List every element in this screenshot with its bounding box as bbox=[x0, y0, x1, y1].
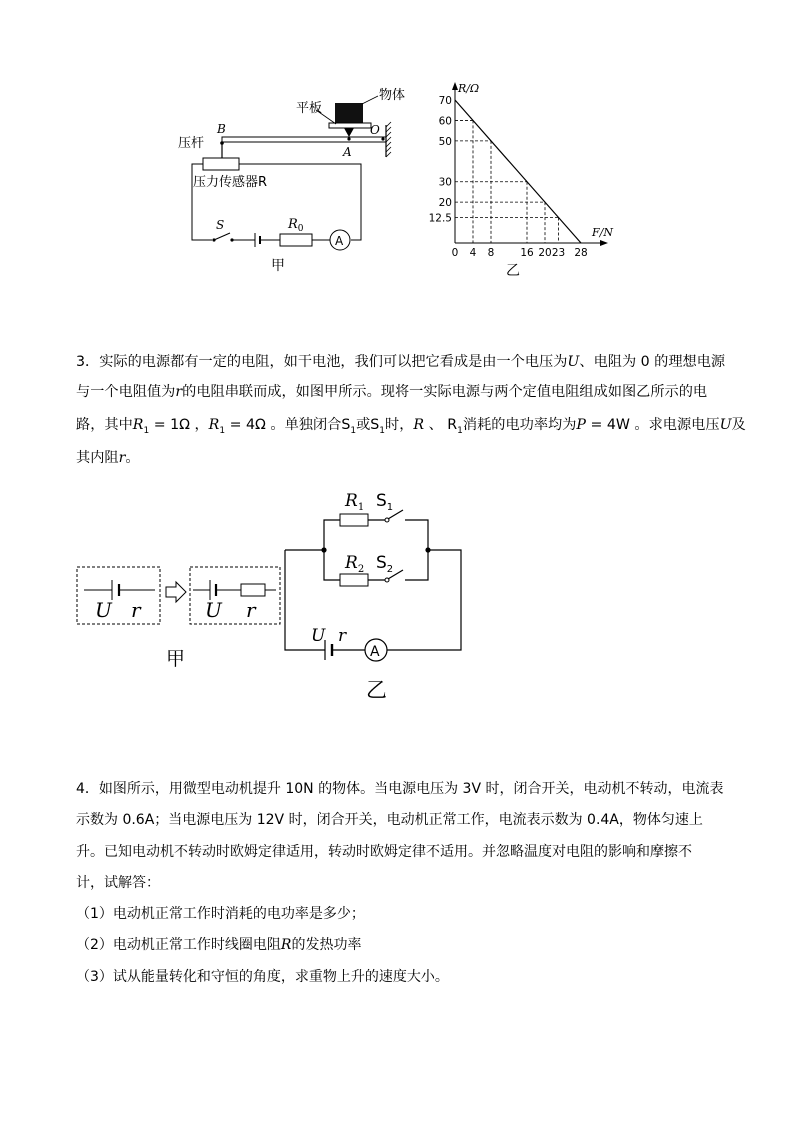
label-battery-u: U bbox=[311, 626, 326, 646]
label-s2: $S_2$ bbox=[376, 553, 394, 575]
box1-r: r bbox=[131, 598, 141, 622]
question-3 bbox=[76, 352, 746, 472]
q3-var: R bbox=[132, 417, 144, 433]
q3-var: r bbox=[175, 384, 183, 400]
caption-jia-2: 甲 bbox=[166, 648, 186, 670]
x-tick-1: 4 bbox=[469, 247, 477, 259]
q3-sub: 1 bbox=[457, 425, 463, 436]
q3-line-2 bbox=[76, 382, 707, 402]
q3-text: 路，其中 bbox=[76, 417, 133, 433]
caption-jia-1: 甲 bbox=[271, 258, 285, 274]
q3-sub: 1 bbox=[143, 425, 150, 436]
label-object: 物体 bbox=[379, 88, 406, 103]
q3-text: 、 R bbox=[424, 417, 458, 433]
y-tick-2: 50 bbox=[438, 135, 452, 148]
q3-text: 。 bbox=[125, 450, 140, 466]
box1-u: U bbox=[95, 598, 112, 622]
label-a: A bbox=[343, 145, 352, 159]
caption-yi-2: 乙 bbox=[366, 678, 387, 702]
x-tick-4: 20 bbox=[538, 247, 552, 259]
q4-sub2-var: R bbox=[280, 937, 292, 953]
q4-line-4: 计，试解答： bbox=[76, 875, 160, 891]
label-switch-s: S bbox=[216, 218, 225, 232]
resistor-r2 bbox=[340, 574, 368, 586]
label-rod: 压杆 bbox=[178, 136, 205, 151]
q4-sub2-text: （2）电动机正常工作时线圈电阻 bbox=[76, 937, 281, 953]
label-o: O bbox=[370, 123, 380, 137]
q3-text: = 4Ω 。单独闭合S bbox=[225, 417, 351, 433]
question-4 bbox=[76, 779, 724, 989]
x-tick-2: 8 bbox=[487, 247, 495, 259]
q3-text: 时， bbox=[385, 417, 414, 433]
q3-text: 与一个电阻值为 bbox=[76, 384, 176, 400]
y-axis-label: R/Ω bbox=[458, 82, 480, 95]
q3-text: = 1Ω ， bbox=[149, 417, 209, 433]
q3-sub: 1 bbox=[219, 425, 226, 436]
q3-var: R bbox=[208, 417, 220, 433]
label-s1: $S_1$ bbox=[376, 491, 394, 513]
caption-yi-1: 乙 bbox=[506, 263, 520, 279]
q3-text: 3．实际的电源都有一定的电阻，如干电池，我们可以把它看成是由一个电压为 bbox=[76, 354, 568, 370]
q4-sub-2 bbox=[76, 935, 361, 955]
q3-text: 、电阻为 0 的理想电源 bbox=[579, 354, 726, 370]
ammeter-1-label: A bbox=[335, 234, 344, 248]
transform-arrow bbox=[166, 582, 186, 602]
q3-text: 消耗的电功率均为 bbox=[462, 417, 577, 433]
label-r0: $R_0$ bbox=[288, 217, 304, 234]
label-sensor: 压力传感器R bbox=[193, 175, 268, 190]
label-plate: 平板 bbox=[296, 101, 323, 116]
q3-sub: 1 bbox=[379, 425, 385, 436]
q3-sub: 1 bbox=[350, 425, 357, 436]
label-battery-r: r bbox=[338, 626, 347, 646]
y-tick-5: 12.5 bbox=[428, 212, 452, 225]
y-tick-3: 30 bbox=[438, 176, 452, 189]
dashed-box-2 bbox=[190, 567, 280, 624]
q3-text: 其内阻 bbox=[76, 450, 119, 466]
y-tick-0: 70 bbox=[438, 95, 452, 107]
x-tick-6: 28 bbox=[574, 247, 588, 259]
q3-line-1 bbox=[76, 352, 725, 372]
label-r1: $R_1$ bbox=[345, 491, 365, 513]
q3-var: P bbox=[576, 417, 586, 433]
series-line-0 bbox=[455, 100, 581, 243]
q3-var: U bbox=[567, 354, 580, 370]
q4-line-3: 升。已知电动机不转动时欧姆定律适用，转动时欧姆定律不适用。并忽略温度对电阻的影响和摩擦不 bbox=[76, 844, 692, 860]
label-r2: $R_2$ bbox=[345, 553, 365, 575]
q3-text: 或S bbox=[356, 417, 380, 433]
q4-line-1: 4．如图所示，用微型电动机提升 10N 的物体。当电源电压为 3V 时，闭合开关，电动机不转动，电流表 bbox=[76, 781, 724, 797]
box2-u: U bbox=[205, 598, 222, 622]
q3-text: = 4W 。求电源电压 bbox=[585, 417, 720, 433]
y-tick-4: 20 bbox=[438, 197, 452, 210]
y-tick-1: 60 bbox=[438, 115, 452, 128]
resistor-r1 bbox=[340, 514, 368, 526]
q3-var: U bbox=[719, 417, 732, 433]
q4-sub-3: （3）试从能量转化和守恒的角度，求重物上升的速度大小。 bbox=[76, 969, 449, 985]
label-b: B bbox=[217, 122, 226, 136]
q4-line-2: 示数为 0.6A；当电源电压为 12V 时，闭合开关，电动机正常工作，电流表示数为 0.4A，物体匀速上 bbox=[76, 812, 703, 828]
figure-2-circuit bbox=[0, 485, 794, 705]
ammeter-2-label: A bbox=[370, 644, 380, 660]
q3-line-3 bbox=[76, 415, 746, 441]
q3-line-4 bbox=[76, 448, 140, 468]
x-tick-3: 16 bbox=[520, 247, 534, 259]
x-axis-label: F/N bbox=[592, 226, 613, 239]
x-tick-0: 0 bbox=[451, 247, 459, 259]
q3-var: R bbox=[413, 417, 425, 433]
q4-sub2-text: 的发热功率 bbox=[291, 937, 362, 953]
x-tick-5: 23 bbox=[551, 247, 566, 259]
box2-r: r bbox=[246, 598, 256, 622]
q3-var: r bbox=[118, 450, 126, 466]
q3-text: 的电阻串联而成，如图甲所示。现将一实际电源与两个定值电阻组成如图乙所示的电 bbox=[182, 384, 708, 400]
figure-yi-graph bbox=[0, 0, 794, 300]
q4-sub-1: （1）电动机正常工作时消耗的电功率是多少； bbox=[76, 906, 365, 922]
q3-text: 及 bbox=[731, 417, 746, 433]
